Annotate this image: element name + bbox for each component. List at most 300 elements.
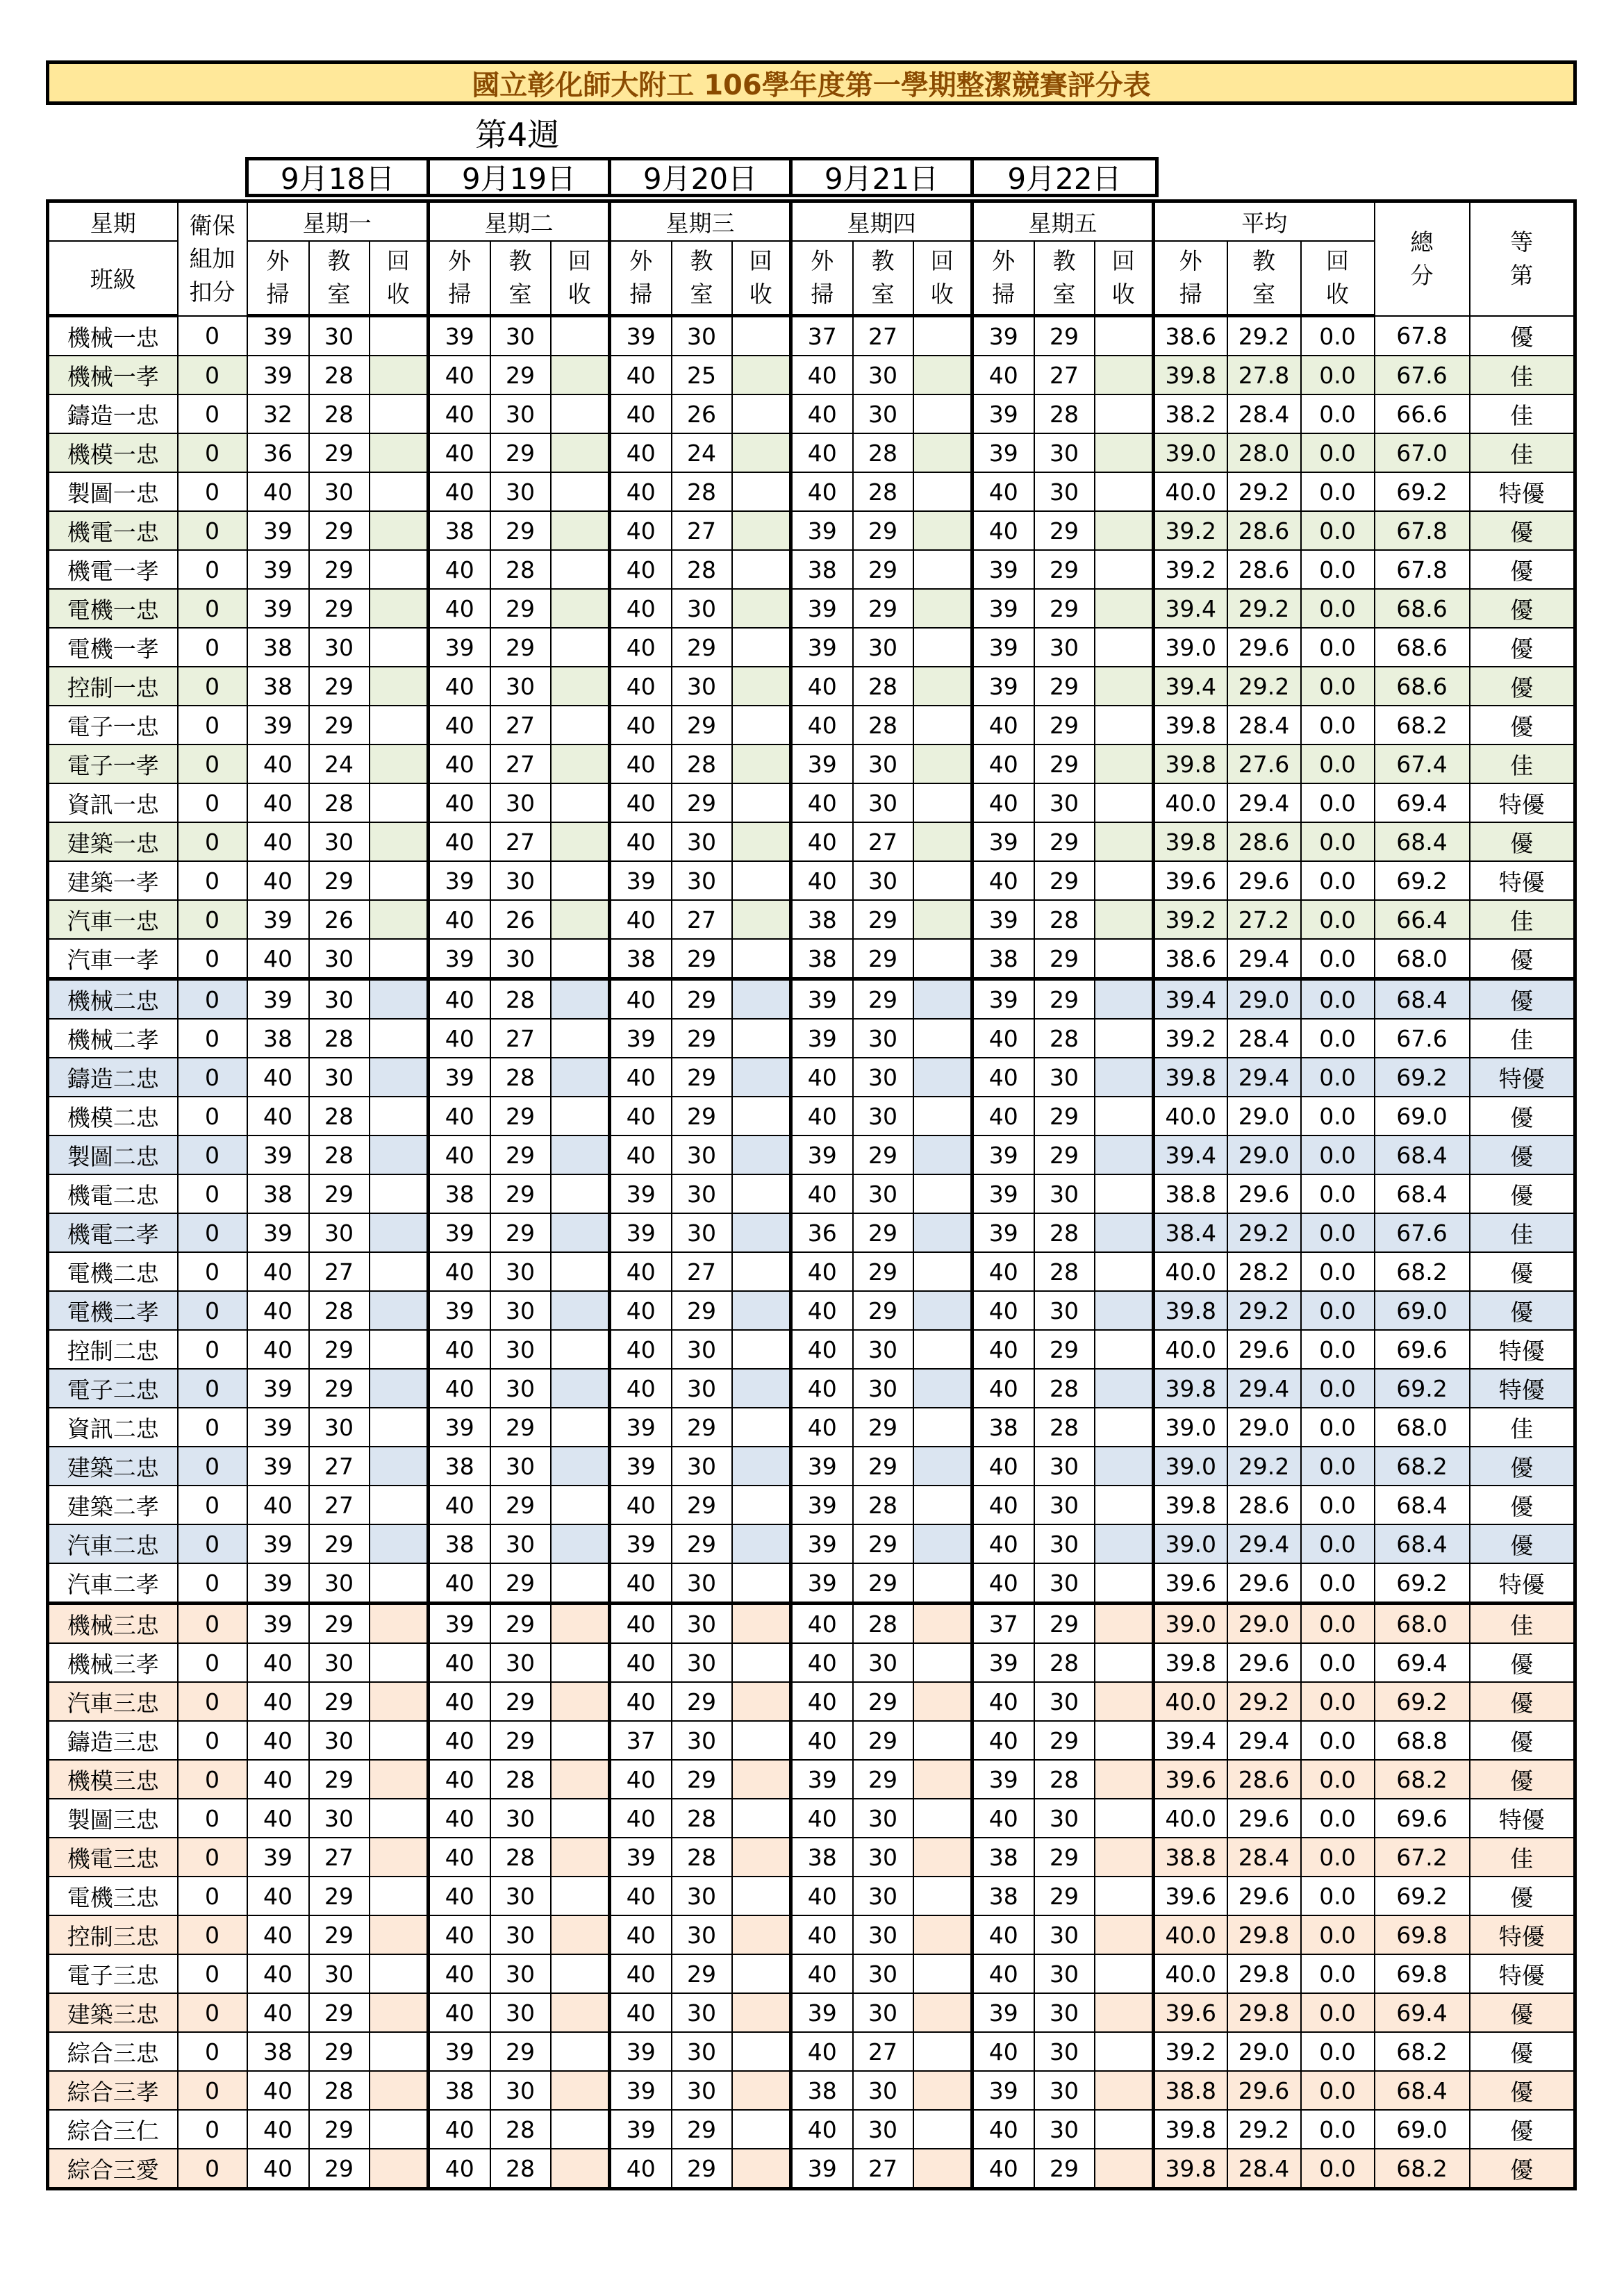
outside-score-cell: 40 [610, 783, 672, 822]
avg-recycle-cell: 0.0 [1301, 2071, 1375, 2110]
outside-score-cell: 40 [791, 1643, 853, 1682]
classroom-score-cell: 30 [490, 2071, 551, 2110]
classroom-score-cell: 29 [309, 1369, 370, 1408]
classroom-score-cell: 29 [490, 1604, 551, 1644]
deduct-cell: 0 [178, 1291, 247, 1330]
outside-score-cell: 32 [247, 394, 309, 433]
outside-score-cell: 40 [791, 1408, 853, 1447]
outside-score-cell: 40 [610, 1252, 672, 1291]
class-name-cell: 綜合三愛 [48, 2149, 178, 2189]
class-name-cell: 汽車二孝 [48, 1563, 178, 1604]
recycle-score-cell [370, 1058, 429, 1097]
avg-classroom-cell: 29.2 [1227, 316, 1301, 356]
avg-outside-cell: 39.4 [1154, 1135, 1227, 1174]
table-row [48, 900, 1575, 939]
classroom-score-cell: 29 [309, 1993, 370, 2032]
outside-score-cell: 39 [610, 316, 672, 356]
deduct-cell: 0 [178, 1993, 247, 2032]
class-name-cell: 建築二孝 [48, 1486, 178, 1524]
classroom-score-cell: 30 [490, 472, 551, 511]
classroom-score-cell: 30 [490, 783, 551, 822]
classroom-score-cell: 30 [672, 1369, 732, 1408]
recycle-score-cell [551, 433, 610, 472]
total-score-cell: 69.2 [1375, 1369, 1470, 1408]
class-name-cell: 控制一忠 [48, 667, 178, 706]
outside-score-cell: 40 [429, 1369, 490, 1408]
recycle-score-cell [370, 1682, 429, 1721]
classroom-score-cell: 29 [672, 1682, 732, 1721]
total-score-cell: 68.0 [1375, 1408, 1470, 1447]
sub-recycle-header [913, 241, 972, 316]
recycle-score-cell [551, 1019, 610, 1058]
outside-score-cell: 40 [247, 1760, 309, 1799]
classroom-score-cell: 29 [309, 1682, 370, 1721]
classroom-score-cell: 30 [309, 472, 370, 511]
recycle-score-cell [913, 900, 972, 939]
sub-classroom-header [1227, 241, 1301, 316]
recycle-score-cell [551, 628, 610, 667]
recycle-score-cell [732, 1291, 791, 1330]
classroom-score-cell: 30 [1034, 2071, 1095, 2110]
avg-outside-cell: 40.0 [1154, 783, 1227, 822]
avg-outside-cell: 38.8 [1154, 1838, 1227, 1877]
class-name-cell: 機械三忠 [48, 1604, 178, 1644]
table-row [48, 1721, 1575, 1760]
classroom-score-cell: 27 [1034, 356, 1095, 394]
classroom-score-cell: 30 [853, 394, 913, 433]
table-row [48, 433, 1575, 472]
outside-score-cell: 40 [429, 589, 490, 628]
recycle-score-cell [551, 1524, 610, 1563]
class-name-cell: 鑄造二忠 [48, 1058, 178, 1097]
grade-cell: 佳 [1470, 1213, 1575, 1252]
grade-cell: 佳 [1470, 1604, 1575, 1644]
recycle-score-cell [732, 667, 791, 706]
table-row [48, 1524, 1575, 1563]
classroom-score-cell: 30 [309, 1058, 370, 1097]
classroom-score-cell: 29 [672, 2149, 732, 2189]
table-row [48, 2149, 1575, 2189]
avg-outside-cell: 39.8 [1154, 1486, 1227, 1524]
grade-cell: 特優 [1470, 783, 1575, 822]
recycle-score-cell [913, 1760, 972, 1799]
recycle-score-cell [370, 550, 429, 589]
recycle-score-cell [551, 1213, 610, 1252]
outside-score-cell: 39 [247, 1604, 309, 1644]
recycle-score-cell [1095, 667, 1154, 706]
outside-score-cell: 39 [247, 1135, 309, 1174]
total-score-cell: 68.4 [1375, 1135, 1470, 1174]
avg-outside-cell: 40.0 [1154, 1682, 1227, 1721]
recycle-score-cell [732, 744, 791, 783]
avg-outside-cell: 39.4 [1154, 667, 1227, 706]
outside-score-cell: 40 [972, 356, 1034, 394]
recycle-score-cell [370, 472, 429, 511]
sub-recycle-header [732, 241, 791, 316]
recycle-score-cell [551, 1721, 610, 1760]
outside-score-cell: 40 [429, 1993, 490, 2032]
table-row [48, 356, 1575, 394]
grade-cell: 優 [1470, 2110, 1575, 2149]
recycle-score-cell [370, 667, 429, 706]
recycle-score-cell [1095, 589, 1154, 628]
classroom-score-cell: 27 [853, 2032, 913, 2071]
grade-cell: 特優 [1470, 1799, 1575, 1838]
avg-recycle-cell: 0.0 [1301, 1019, 1375, 1058]
classroom-score-cell: 29 [1034, 589, 1095, 628]
outside-score-cell: 40 [791, 433, 853, 472]
avg-classroom-cell: 29.8 [1227, 1915, 1301, 1954]
avg-outside-cell: 39.6 [1154, 1563, 1227, 1604]
deduct-cell: 0 [178, 861, 247, 900]
avg-recycle-cell: 0.0 [1301, 628, 1375, 667]
class-name-cell: 機械三孝 [48, 1643, 178, 1682]
recycle-score-cell [1095, 1799, 1154, 1838]
avg-classroom-cell: 29.2 [1227, 472, 1301, 511]
classroom-score-cell: 27 [853, 2149, 913, 2189]
outside-score-cell: 40 [972, 1369, 1034, 1408]
classroom-score-cell: 30 [490, 1954, 551, 1993]
classroom-score-cell: 28 [1034, 1019, 1095, 1058]
recycle-score-cell [913, 2110, 972, 2149]
weekday-header: 星期 [48, 201, 178, 242]
outside-score-cell: 40 [247, 1877, 309, 1915]
outside-score-cell: 40 [791, 1369, 853, 1408]
outside-score-cell: 40 [610, 1604, 672, 1644]
recycle-score-cell [913, 667, 972, 706]
outside-score-cell: 39 [247, 706, 309, 744]
class-name-cell: 電機二忠 [48, 1252, 178, 1291]
sub-recycle-header [1095, 241, 1154, 316]
classroom-score-cell: 29 [853, 1682, 913, 1721]
classroom-score-cell: 29 [672, 2110, 732, 2149]
avg-recycle-cell: 0.0 [1301, 1252, 1375, 1291]
outside-score-cell: 40 [972, 1954, 1034, 1993]
recycle-score-cell [551, 1174, 610, 1213]
avg-recycle-cell: 0.0 [1301, 1877, 1375, 1915]
outside-score-cell: 39 [972, 900, 1034, 939]
outside-score-cell: 40 [610, 628, 672, 667]
recycle-score-cell [551, 1915, 610, 1954]
recycle-score-cell [551, 2110, 610, 2149]
classroom-score-cell: 29 [309, 1330, 370, 1369]
recycle-score-cell [370, 1486, 429, 1524]
outside-score-cell: 39 [972, 316, 1034, 356]
table-row [48, 861, 1575, 900]
avg-classroom-cell: 29.0 [1227, 979, 1301, 1020]
total-score-cell: 69.8 [1375, 1915, 1470, 1954]
outside-score-cell: 40 [247, 1682, 309, 1721]
classroom-score-cell: 29 [1034, 822, 1095, 861]
table-row [48, 589, 1575, 628]
classroom-score-cell: 28 [490, 979, 551, 1020]
sub-classroom-header-line: 室 [1252, 281, 1275, 308]
recycle-score-cell [732, 1058, 791, 1097]
sub-recycle-header-line: 回 [1326, 247, 1349, 274]
deduct-cell: 0 [178, 1330, 247, 1369]
grade-cell: 佳 [1470, 744, 1575, 783]
avg-classroom-cell: 28.4 [1227, 1838, 1301, 1877]
outside-score-cell: 39 [972, 822, 1034, 861]
classroom-score-cell: 29 [490, 356, 551, 394]
outside-score-cell: 39 [610, 1447, 672, 1486]
table-row [48, 1135, 1575, 1174]
recycle-score-cell [913, 1993, 972, 2032]
recycle-score-cell [551, 1369, 610, 1408]
avg-outside-cell: 38.8 [1154, 1174, 1227, 1213]
classroom-score-cell: 27 [309, 1252, 370, 1291]
recycle-score-cell [732, 1135, 791, 1174]
classroom-score-cell: 30 [1034, 628, 1095, 667]
table-row [48, 744, 1575, 783]
classroom-score-cell: 30 [853, 783, 913, 822]
deduct-cell: 0 [178, 1408, 247, 1447]
class-name-cell: 機電二孝 [48, 1213, 178, 1252]
avg-outside-cell: 39.4 [1154, 1721, 1227, 1760]
classroom-score-cell: 28 [1034, 900, 1095, 939]
table-row [48, 1838, 1575, 1877]
classroom-score-cell: 30 [1034, 1682, 1095, 1721]
date-cell: 9月22日 [1007, 162, 1122, 196]
outside-score-cell: 40 [247, 1486, 309, 1524]
sub-classroom-header-line: 教 [871, 247, 895, 274]
recycle-score-cell [913, 1369, 972, 1408]
recycle-score-cell [551, 2071, 610, 2110]
outside-score-cell: 39 [610, 1524, 672, 1563]
classroom-score-cell: 30 [1034, 2110, 1095, 2149]
classroom-score-cell: 30 [672, 1915, 732, 1954]
avg-classroom-cell: 29.4 [1227, 1369, 1301, 1408]
recycle-score-cell [913, 1058, 972, 1097]
recycle-score-cell [1095, 1252, 1154, 1291]
total-score-cell: 69.0 [1375, 2110, 1470, 2149]
grade-cell: 特優 [1470, 1058, 1575, 1097]
classroom-score-cell: 30 [672, 2071, 732, 2110]
classroom-score-cell: 29 [1034, 316, 1095, 356]
avg-outside-cell: 39.2 [1154, 511, 1227, 550]
outside-score-cell: 40 [610, 706, 672, 744]
avg-classroom-cell: 29.0 [1227, 1097, 1301, 1135]
avg-outside-cell: 39.8 [1154, 1369, 1227, 1408]
deduct-cell: 0 [178, 1135, 247, 1174]
grade-cell: 優 [1470, 706, 1575, 744]
deduct-cell: 0 [178, 316, 247, 356]
classroom-score-cell: 29 [309, 2110, 370, 2149]
avg-recycle-cell: 0.0 [1301, 783, 1375, 822]
classroom-score-cell: 29 [309, 1877, 370, 1915]
recycle-score-cell [732, 1604, 791, 1644]
total-score-cell: 69.2 [1375, 861, 1470, 900]
outside-score-cell: 38 [429, 2071, 490, 2110]
recycle-score-cell [1095, 706, 1154, 744]
outside-score-cell: 40 [247, 2149, 309, 2189]
classroom-score-cell: 27 [490, 706, 551, 744]
classroom-score-cell: 29 [490, 1682, 551, 1721]
outside-score-cell: 40 [610, 1486, 672, 1524]
total-score-cell: 68.6 [1375, 589, 1470, 628]
recycle-score-cell [732, 900, 791, 939]
outside-score-cell: 40 [610, 822, 672, 861]
total-header-line: 總 [1410, 228, 1434, 256]
avg-outside-cell: 39.4 [1154, 589, 1227, 628]
recycle-score-cell [551, 1291, 610, 1330]
classroom-score-cell: 27 [309, 1838, 370, 1877]
classroom-score-cell: 29 [309, 550, 370, 589]
recycle-score-cell [732, 472, 791, 511]
outside-score-cell: 40 [610, 356, 672, 394]
outside-score-cell: 40 [429, 706, 490, 744]
avg-outside-cell: 39.8 [1154, 1291, 1227, 1330]
recycle-score-cell [551, 2032, 610, 2071]
classroom-score-cell: 29 [853, 1252, 913, 1291]
outside-score-cell: 40 [429, 822, 490, 861]
classroom-score-cell: 29 [309, 1174, 370, 1213]
outside-score-cell: 40 [610, 472, 672, 511]
sub-classroom-header-line: 室 [1052, 281, 1076, 308]
recycle-score-cell [732, 1097, 791, 1135]
recycle-score-cell [370, 1252, 429, 1291]
recycle-score-cell [1095, 1877, 1154, 1915]
grade-cell: 優 [1470, 1291, 1575, 1330]
recycle-score-cell [1095, 511, 1154, 550]
deduct-header-line: 扣分 [189, 278, 235, 306]
outside-score-cell: 37 [972, 1604, 1034, 1644]
outside-score-cell: 40 [429, 1721, 490, 1760]
avg-recycle-cell: 0.0 [1301, 1838, 1375, 1877]
classroom-score-cell: 29 [1034, 1721, 1095, 1760]
sub-outside-header-line: 外 [992, 247, 1016, 274]
classroom-score-cell: 30 [490, 1643, 551, 1682]
recycle-score-cell [732, 2032, 791, 2071]
grade-cell: 特優 [1470, 1915, 1575, 1954]
classroom-score-cell: 28 [672, 744, 732, 783]
outside-score-cell: 40 [429, 1135, 490, 1174]
total-score-cell: 68.2 [1375, 1252, 1470, 1291]
recycle-score-cell [551, 316, 610, 356]
recycle-score-cell [1095, 744, 1154, 783]
total-score-cell: 69.6 [1375, 1330, 1470, 1369]
avg-classroom-cell: 29.2 [1227, 1682, 1301, 1721]
avg-outside-cell: 39.0 [1154, 1447, 1227, 1486]
outside-score-cell: 40 [610, 1954, 672, 1993]
table-row [48, 1486, 1575, 1524]
class-name-cell: 電子一忠 [48, 706, 178, 744]
outside-score-cell: 39 [429, 316, 490, 356]
avg-classroom-cell: 28.4 [1227, 706, 1301, 744]
outside-score-cell: 39 [610, 2032, 672, 2071]
outside-score-cell: 39 [610, 1019, 672, 1058]
recycle-score-cell [732, 2071, 791, 2110]
sub-recycle-header-line: 回 [1111, 247, 1135, 274]
deduct-cell: 0 [178, 939, 247, 979]
recycle-score-cell [370, 744, 429, 783]
sub-outside-header [429, 241, 490, 316]
outside-score-cell: 40 [247, 1954, 309, 1993]
avg-recycle-cell: 0.0 [1301, 1524, 1375, 1563]
recycle-score-cell [1095, 1954, 1154, 1993]
outside-score-cell: 40 [791, 822, 853, 861]
classroom-score-cell: 30 [490, 1252, 551, 1291]
grade-cell: 優 [1470, 1721, 1575, 1760]
day-header: 星期二 [429, 201, 610, 242]
avg-outside-cell: 39.8 [1154, 822, 1227, 861]
classroom-score-cell: 30 [853, 1993, 913, 2032]
recycle-score-cell [1095, 2149, 1154, 2189]
recycle-score-cell [1095, 472, 1154, 511]
recycle-score-cell [551, 783, 610, 822]
sub-classroom-header [853, 241, 913, 316]
table-row [48, 1058, 1575, 1097]
outside-score-cell: 39 [247, 1213, 309, 1252]
classroom-score-cell: 28 [672, 1838, 732, 1877]
avg-classroom-cell: 29.6 [1227, 1799, 1301, 1838]
recycle-score-cell [370, 1838, 429, 1877]
classroom-score-cell: 29 [1034, 667, 1095, 706]
table-row [48, 1682, 1575, 1721]
deduct-cell: 0 [178, 822, 247, 861]
avg-recycle-cell: 0.0 [1301, 979, 1375, 1020]
outside-score-cell: 39 [247, 511, 309, 550]
sub-outside-header-line: 外 [448, 247, 472, 274]
table-row [48, 1954, 1575, 1993]
outside-score-cell: 40 [247, 472, 309, 511]
class-name-cell: 建築三忠 [48, 1993, 178, 2032]
outside-score-cell: 39 [791, 2149, 853, 2189]
classroom-score-cell: 28 [490, 1760, 551, 1799]
classroom-score-cell: 29 [1034, 511, 1095, 550]
recycle-score-cell [732, 1993, 791, 2032]
total-score-cell: 69.6 [1375, 1799, 1470, 1838]
sub-classroom-header [672, 241, 732, 316]
outside-score-cell: 40 [610, 1291, 672, 1330]
classroom-score-cell: 30 [309, 939, 370, 979]
classroom-score-cell: 29 [853, 511, 913, 550]
avg-recycle-cell: 0.0 [1301, 1408, 1375, 1447]
total-score-cell: 69.4 [1375, 1643, 1470, 1682]
recycle-score-cell [732, 1877, 791, 1915]
avg-classroom-cell: 29.0 [1227, 1408, 1301, 1447]
outside-score-cell: 40 [429, 1563, 490, 1604]
recycle-score-cell [1095, 1135, 1154, 1174]
sub-recycle-header-line: 收 [1111, 281, 1135, 308]
class-name-cell: 機電一忠 [48, 511, 178, 550]
total-score-cell: 69.2 [1375, 472, 1470, 511]
total-score-cell: 68.0 [1375, 1604, 1470, 1644]
classroom-score-cell: 29 [1034, 979, 1095, 1020]
classroom-score-cell: 30 [853, 1838, 913, 1877]
table-row [48, 1563, 1575, 1604]
avg-recycle-cell: 0.0 [1301, 939, 1375, 979]
total-score-cell: 67.6 [1375, 1019, 1470, 1058]
outside-score-cell: 40 [791, 1877, 853, 1915]
avg-outside-cell: 39.0 [1154, 628, 1227, 667]
recycle-score-cell [370, 1408, 429, 1447]
recycle-score-cell [732, 433, 791, 472]
avg-outside-cell: 39.4 [1154, 979, 1227, 1020]
recycle-score-cell [913, 783, 972, 822]
outside-score-cell: 39 [791, 979, 853, 1020]
recycle-score-cell [732, 1174, 791, 1213]
outside-score-cell: 38 [429, 511, 490, 550]
recycle-score-cell [732, 939, 791, 979]
classroom-score-cell: 29 [1034, 1330, 1095, 1369]
outside-score-cell: 39 [429, 2032, 490, 2071]
classroom-score-cell: 30 [490, 1915, 551, 1954]
recycle-score-cell [913, 1486, 972, 1524]
outside-score-cell: 39 [429, 1213, 490, 1252]
outside-score-cell: 39 [610, 2110, 672, 2149]
class-name-cell: 機電三忠 [48, 1838, 178, 1877]
